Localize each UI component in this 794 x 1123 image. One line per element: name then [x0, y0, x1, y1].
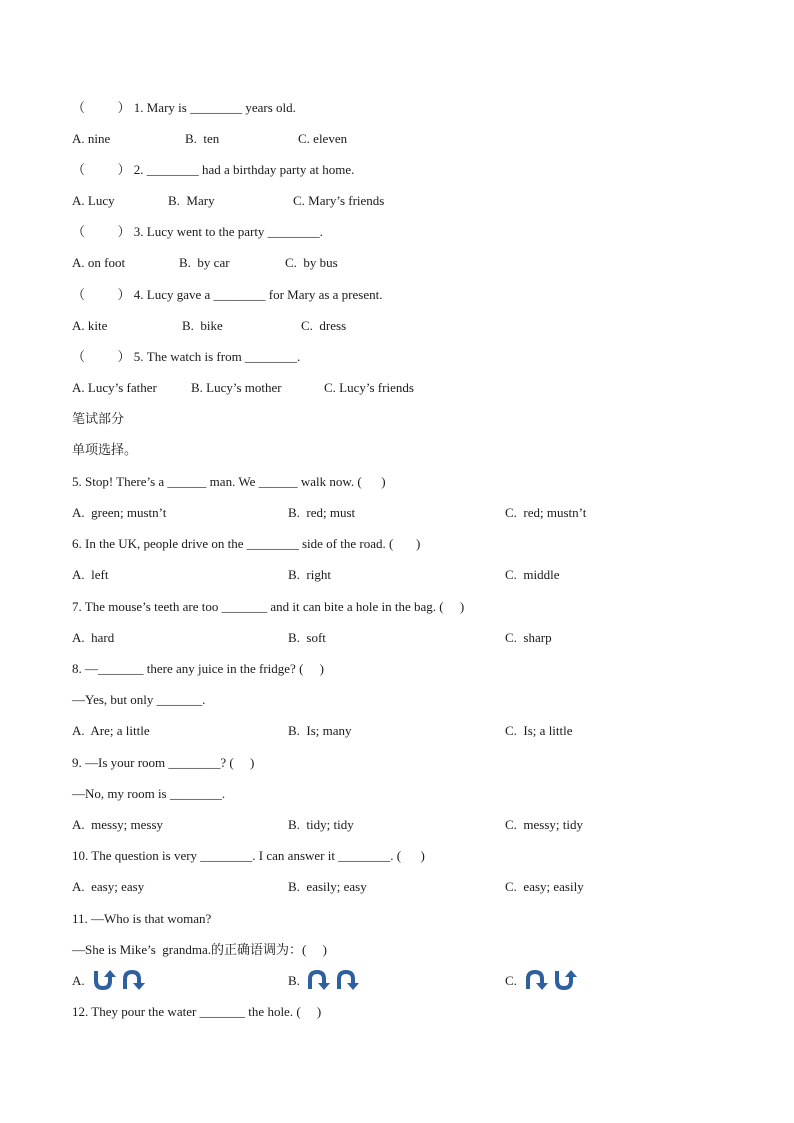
listening-options-5 — [72, 380, 732, 396]
option-c: C. middle — [505, 567, 560, 582]
listening-options-4 — [72, 318, 732, 334]
option-b: B. red; must — [288, 505, 356, 520]
option-a: A. Lucy — [72, 193, 115, 208]
question-7-options — [72, 630, 732, 646]
fall-arrow-icon — [306, 969, 332, 991]
option-b: B. bike — [182, 318, 223, 333]
option-a: A. nine — [72, 131, 111, 146]
option-c: C. red; mustn’t — [505, 505, 587, 520]
option-b: B. Lucy’s mother — [191, 380, 282, 395]
option-b: B. easily; easy — [288, 879, 367, 894]
question-9-options — [72, 817, 732, 833]
option-b-intonation — [306, 969, 361, 991]
option-c-intonation — [524, 969, 579, 991]
rise-arrow-icon — [92, 969, 118, 991]
section-title: 笔试部分 — [72, 412, 125, 427]
listening-options-3 — [72, 255, 732, 271]
question-11: 11. —Who is that woman? — [72, 911, 212, 926]
option-c: C. Is; a little — [505, 723, 573, 738]
option-a: A. easy; easy — [72, 879, 145, 894]
option-a: A. kite — [72, 318, 108, 333]
question-11-reply: —She is Mike’s grandma.的正确语调为：( ) — [72, 942, 327, 957]
option-c: C. by bus — [285, 255, 338, 270]
option-c: C. Lucy’s friends — [324, 380, 414, 395]
option-a: A. Are; a little — [72, 723, 150, 738]
question-8-reply: —Yes, but only _______. — [72, 692, 206, 707]
option-a: A. on foot — [72, 255, 126, 270]
listening-question-2: （ ） 2. ________ had a birthday party at home. — [72, 162, 355, 177]
section-subtitle: 单项选择。 — [72, 443, 138, 458]
option-b: B. by car — [179, 255, 230, 270]
option-c: C. Mary’s friends — [293, 193, 385, 208]
option-c: C. eleven — [298, 131, 348, 146]
option-a: A. messy; messy — [72, 817, 163, 832]
question-9-reply: —No, my room is ________. — [72, 786, 226, 801]
option-b: B. tidy; tidy — [288, 817, 354, 832]
option-c: C. messy; tidy — [505, 817, 584, 832]
question-5-options — [72, 505, 732, 521]
option-b: B. — [288, 973, 300, 988]
option-b: B. ten — [185, 131, 220, 146]
listening-question-1: （ ） 1. Mary is ________ years old. — [72, 100, 296, 115]
listening-options-2 — [72, 193, 732, 209]
option-c: C. dress — [301, 318, 347, 333]
option-b: B. Is; many — [288, 723, 352, 738]
option-c: C. sharp — [505, 630, 552, 645]
fall-arrow-icon — [121, 969, 147, 991]
option-a: A. Lucy’s father — [72, 380, 157, 395]
rise-arrow-icon — [553, 969, 579, 991]
question-7: 7. The mouse’s teeth are too _______ and it can bite a hole in the bag. ( ) — [72, 599, 465, 614]
option-a: A. green; mustn’t — [72, 505, 167, 520]
question-9: 9. —Is your room ________? ( ) — [72, 755, 255, 770]
question-8-options — [72, 723, 732, 739]
option-c: C. easy; easily — [505, 879, 584, 894]
option-a: A. — [72, 973, 85, 988]
listening-question-5: （ ） 5. The watch is from ________. — [72, 349, 301, 364]
option-a-intonation — [92, 969, 147, 991]
option-b: B. right — [288, 567, 331, 582]
question-11-options — [72, 973, 732, 989]
question-8: 8. —_______ there any juice in the fridge? ( ) — [72, 661, 324, 676]
option-b: B. Mary — [168, 193, 215, 208]
listening-question-3: （ ） 3. Lucy went to the party ________. — [72, 224, 323, 239]
option-a: A. hard — [72, 630, 115, 645]
listening-question-4: （ ） 4. Lucy gave a ________ for Mary as a present. — [72, 287, 383, 302]
option-a: A. left — [72, 567, 109, 582]
fall-arrow-icon — [524, 969, 550, 991]
fall-arrow-icon — [335, 969, 361, 991]
question-12: 12. They pour the water _______ the hole. ( ) — [72, 1004, 322, 1019]
option-c: C. — [505, 973, 517, 988]
question-10-options — [72, 879, 732, 895]
question-6: 6. In the UK, people drive on the ________ side of the road. ( ) — [72, 536, 421, 551]
option-b: B. soft — [288, 630, 326, 645]
question-10: 10. The question is very ________. I can answer it ________. ( ) — [72, 848, 425, 863]
listening-options-1 — [72, 131, 732, 147]
question-5: 5. Stop! There’s a ______ man. We ______ walk now. ( ) — [72, 474, 386, 489]
question-6-options — [72, 567, 732, 583]
